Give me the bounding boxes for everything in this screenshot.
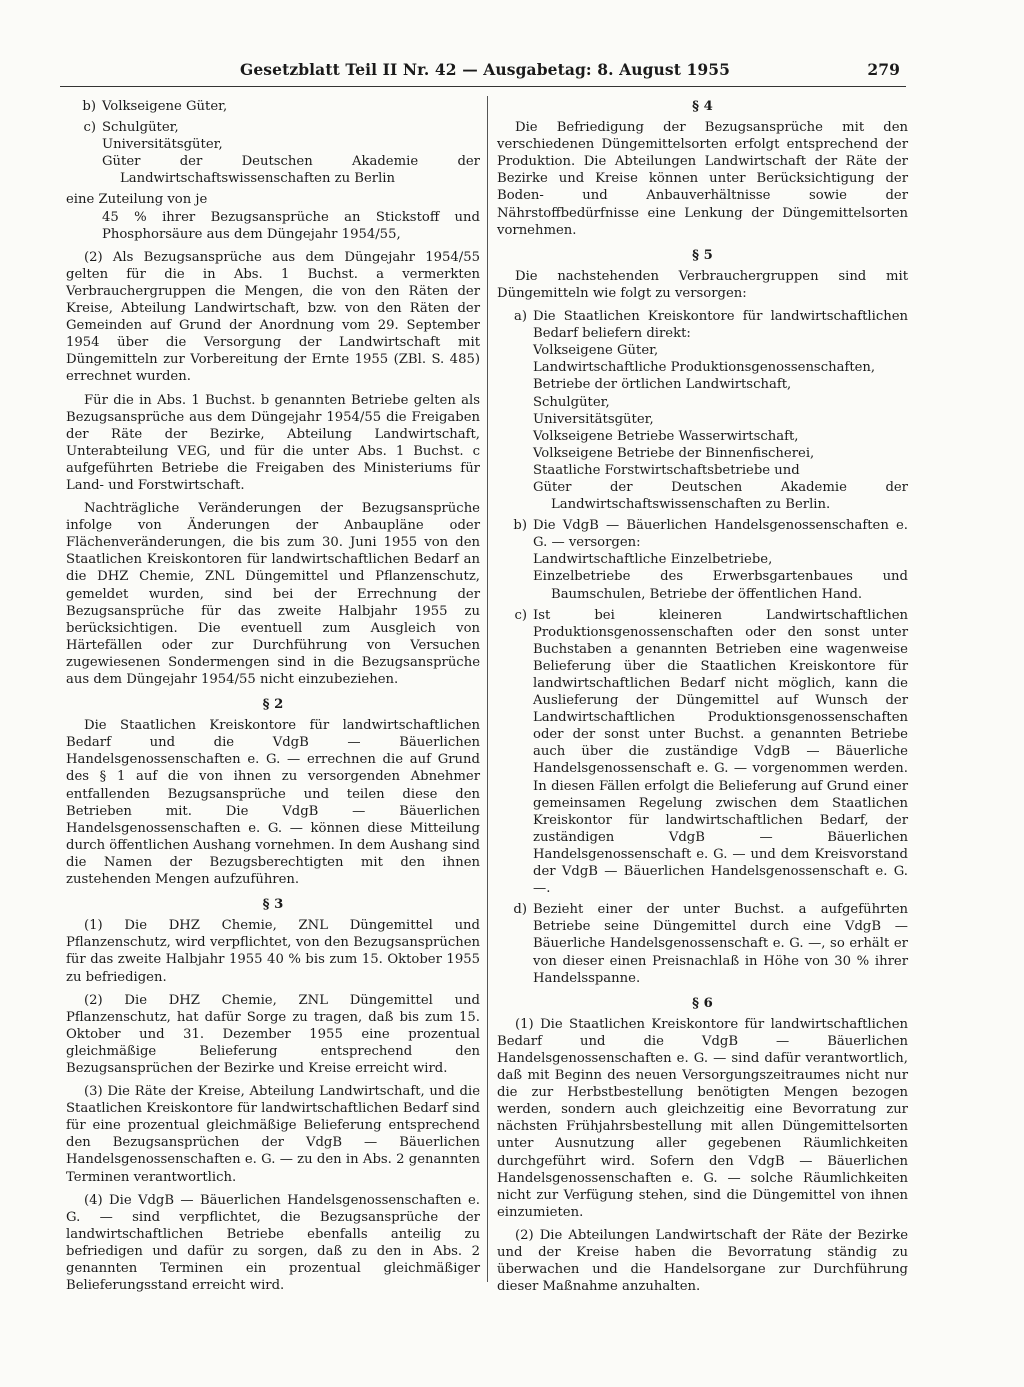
list-item	[497, 901, 908, 986]
item-text	[533, 517, 908, 602]
paragraph: eine Zuteilung von je	[66, 192, 208, 208]
item-marker: a)	[513, 309, 527, 325]
item-lines	[533, 342, 908, 513]
section-heading: § 5	[692, 247, 713, 263]
list-line: Landwirtschaftliche Produktionsgenossenschaften,	[533, 360, 876, 376]
item-text: Ist bei kleineren Landwirtschaftlichen Produktionsgenossenschaften oder den sonst unter Buchstaben a genannten Betrieben eine wagenweise Belieferung über die Staatlichen Kreiskontore für landwirtschaftlichen Bedarf nicht möglich, kann die Auslieferung der Düngemittel auf Wunsch der Landwirtschaftlichen Produktionsgenossenschaften oder der sonst unter Buchst. a genannten Betriebe auch über die zuständige VdgB — Bäuerliche Handelsgenossenschaft e. G. — vorgenommen werden. In diesen Fällen erfolgt die Belieferung auf Grund einer gemeinsamen Regelung zwischen dem Staatlichen Kreiskontor für landwirtschaftlichen Bedarf, der zuständigen VdgB — Bäuerlichen Handelsgenossenschaft e. G. — und dem Kreisvorstand der VdgB — Bäuerlichen Handelsgenossenschaft e. G. —.	[533, 607, 908, 897]
list-line: Universitätsgüter,	[533, 411, 654, 427]
list-item	[66, 98, 480, 115]
list-line: Schulgüter,	[102, 120, 179, 136]
item-text	[102, 119, 480, 187]
list-line: Volkseigene Güter,	[533, 343, 659, 359]
list-line: Landwirtschaftliche Einzelbetriebe,	[533, 552, 773, 568]
item-intro: Die VdgB — Bäuerlichen Handelsgenossenschaften e. G. — versorgen:	[533, 518, 908, 551]
paragraph: (2) Als Bezugsansprüche aus dem Düngejahr 1954/55 gelten für die in Abs. 1 Buchst. a vermerkten Verbrauchergruppen die Mengen, die von den Räten der Kreise, Abteilung Landwirtschaft, bzw. von den Räten der Gemeinden auf Grund der Anordnung vom 29. September 1954 über die Versorgung der Landwirtschaft mit Düngemitteln zur Vorbereitung der Ernte 1955 (ZBl. S. 485) errechnet wurden.	[66, 249, 480, 385]
column-divider	[487, 96, 488, 1282]
paragraph: 45 % ihrer Bezugsansprüche an Stickstoff und Phosphorsäure aus dem Düngejahr 1954/55,	[102, 209, 480, 242]
page-header	[240, 60, 900, 84]
page-number: 279	[867, 60, 900, 79]
list-item	[497, 517, 908, 602]
section-heading: § 6	[692, 995, 713, 1011]
item-intro: Die Staatlichen Kreiskontore für landwirtschaftlichen Bedarf beliefern direkt:	[533, 309, 908, 342]
list-item	[497, 607, 908, 898]
paragraph: (3) Die Räte der Kreise, Abteilung Landwirtschaft, und die Staatlichen Kreiskontore für landwirtschaftlichen Bedarf sind für eine prozentual gleichmäßige Belieferung entsprechend den Bezugsansprüchen der VdgB — Bäuerlichen Handelsgenossenschaften e. G. — zu den in Abs. 2 genannten Terminen verantwortlich.	[66, 1084, 480, 1185]
list-line: Einzelbetriebe des Erwerbsgartenbaues und Baumschulen, Betriebe der öffentlichen Hand.	[533, 569, 908, 602]
item-marker: b)	[82, 99, 96, 114]
item-lines	[533, 551, 908, 602]
item-text: Bezieht einer der unter Buchst. a aufgeführten Betriebe seine Düngemittel durch eine VdgB — Bäuerliche Handelsgenossenschaft e. G. —, so erhält er von dieser einen Preisnachlaß in Höhe von 30 % ihrer Handelsspanne.	[533, 902, 908, 986]
list-line: Betriebe der örtlichen Landwirtschaft,	[533, 377, 792, 393]
item-marker: c)	[83, 120, 96, 136]
paragraph: (2) Die Abteilungen Landwirtschaft der Räte der Bezirke und der Kreise haben die Bevorratung ständig zu überwachen und die Handelsorgane zur Durchführung dieser Maßnahme anzuhalten.	[497, 1227, 908, 1295]
gazette-title: Gesetzblatt Teil II Nr. 42 — Ausgabetag: 8. August 1955	[240, 60, 731, 79]
list-line: Schulgüter,	[533, 394, 610, 410]
section-heading: § 3	[262, 897, 284, 913]
paragraph: (1) Die DHZ Chemie, ZNL Düngemittel und Pflanzenschutz, wird verpflichtet, von den Bezugsansprüchen für das zweite Halbjahr 1955 40 % bis zum 15. Oktober 1955 zu befriedigen.	[66, 918, 480, 985]
list-line: Staatliche Forstwirtschaftsbetriebe und	[533, 462, 800, 478]
list-item	[497, 308, 908, 513]
list-line: Universitätsgüter,	[102, 137, 223, 153]
item-text: Volkseigene Güter,	[102, 99, 228, 114]
item-marker: c)	[514, 607, 527, 623]
list-line: Güter der Deutschen Akademie der Landwirtschaftswissenschaften zu Berlin	[102, 154, 480, 187]
list-line: Volkseigene Betriebe der Binnenfischerei,	[533, 445, 815, 461]
section-heading: § 2	[262, 697, 284, 713]
paragraph: (4) Die VdgB — Bäuerlichen Handelsgenossenschaften e. G. — sind verpflichtet, die Bezugsansprüche der landwirtschaftlichen Betriebe ebenfalls anteilig zu befriedigen und dafür zu sorgen, daß zu den in Abs. 2 genannten Terminen ein prozentual gleichmäßiger Belieferungsstand erreicht wird.	[66, 1192, 480, 1294]
paragraph: Nachträgliche Veränderungen der Bezugsansprüche infolge von Änderungen der Anbaupläne oder Flächenveränderungen, die bis zum 30. Juni 1955 von den Staatlichen Kreiskontoren für landwirtschaftlichen Bedarf an die DHZ Chemie, ZNL Düngemittel und Pflanzenschutz, gemeldet wurden, sind bei der Errechnung der Bezugsansprüche für das zweite Halbjahr 1955 zu berücksichtigen. Die eventuell zum Ausgleich von Härtefällen oder zur Durchführung von Versuchen zugewiesenen Sondermengen sind in die Bezugsansprüche aus dem Düngejahr 1954/55 nicht einzubeziehen.	[66, 501, 480, 687]
item-text	[533, 308, 908, 513]
section-heading: § 4	[692, 99, 713, 114]
left-column	[66, 98, 480, 1300]
paragraph: (2) Die DHZ Chemie, ZNL Düngemittel und Pflanzenschutz, hat dafür Sorge zu tragen, daß bis zum 15. Oktober und 31. Dezember 1955 eine prozentual gleichmäßige Belieferung entsprechend den Bezugsansprüchen der Bezirke und Kreise erreicht wird.	[66, 992, 480, 1076]
list-item	[66, 119, 480, 187]
right-column	[497, 98, 908, 1301]
item-marker: d)	[513, 902, 527, 918]
list-line: Güter der Deutschen Akademie der Landwirtschaftswissenschaften zu Berlin.	[533, 479, 908, 513]
paragraph: Die nachstehenden Verbrauchergruppen sind mit Düngemitteln wie folgt zu versorgen:	[497, 268, 908, 301]
paragraph: (1) Die Staatlichen Kreiskontore für landwirtschaftlichen Bedarf und die VdgB — Bäuerlichen Handelsgenossenschaften e. G. — sind dafür verantwortlich, daß mit Beginn des neuen Versorgungszeitraumes nicht nur die zur Herbstbestellung benötigten Mengen bezogen werden, sondern auch gleichzeitig eine Bevorratung zur nächsten Frühjahrsbestellung mit allen Düngemittelsorten unter Ausnutzung aller gegebenen Räumlichkeiten durchgeführt wird. Sofern den VdgB — Bäuerlichen Handelsgenossenschaften e. G. — solche Räumlichkeiten nicht zur Verfügung stehen, sind die Düngemittel von ihnen einzumieten.	[497, 1016, 908, 1220]
item-marker: b)	[513, 518, 527, 534]
header-rule	[60, 86, 906, 87]
paragraph: Für die in Abs. 1 Buchst. b genannten Betriebe gelten als Bezugsansprüche aus dem Düngejahr 1954/55 die Freigaben der Räte der Bezirke, Abteilung Landwirtschaft, Unterabteilung VEG, und für die unter Abs. 1 Buchst. c aufgeführten Betriebe die Freigaben des Ministeriums für Land- und Forstwirtschaft.	[66, 392, 480, 493]
list-line: Volkseigene Betriebe Wasserwirtschaft,	[533, 428, 799, 444]
paragraph: Die Staatlichen Kreiskontore für landwirtschaftlichen Bedarf und die VdgB — Bäuerlichen Handelsgenossenschaften e. G. — errechnen die auf Grund des § 1 auf die von ihnen zu versorgenden Abnehmer entfallenden Bezugsansprüche und teilen diese den Betrieben mit. Die VdgB — Bäuerlichen Handelsgenossenschaften e. G. — können diese Mitteilung durch öffentlichen Aushang vornehmen. In dem Aushang sind die Namen der Bezugsberechtigten mit den ihnen zustehenden Mengen aufzuführen.	[66, 718, 480, 888]
paragraph: Die Befriedigung der Bezugsansprüche mit den verschiedenen Düngemittelsorten erfolgt entsprechend der Produktion. Die Abteilungen Landwirtschaft der Räte der Bezirke und Kreise können unter Berücksichtigung der Boden- und Anbauverhältnisse sowie der Nährstoffbedürfnisse eine Lenkung der Düngemittelsorten vornehmen.	[497, 120, 908, 238]
